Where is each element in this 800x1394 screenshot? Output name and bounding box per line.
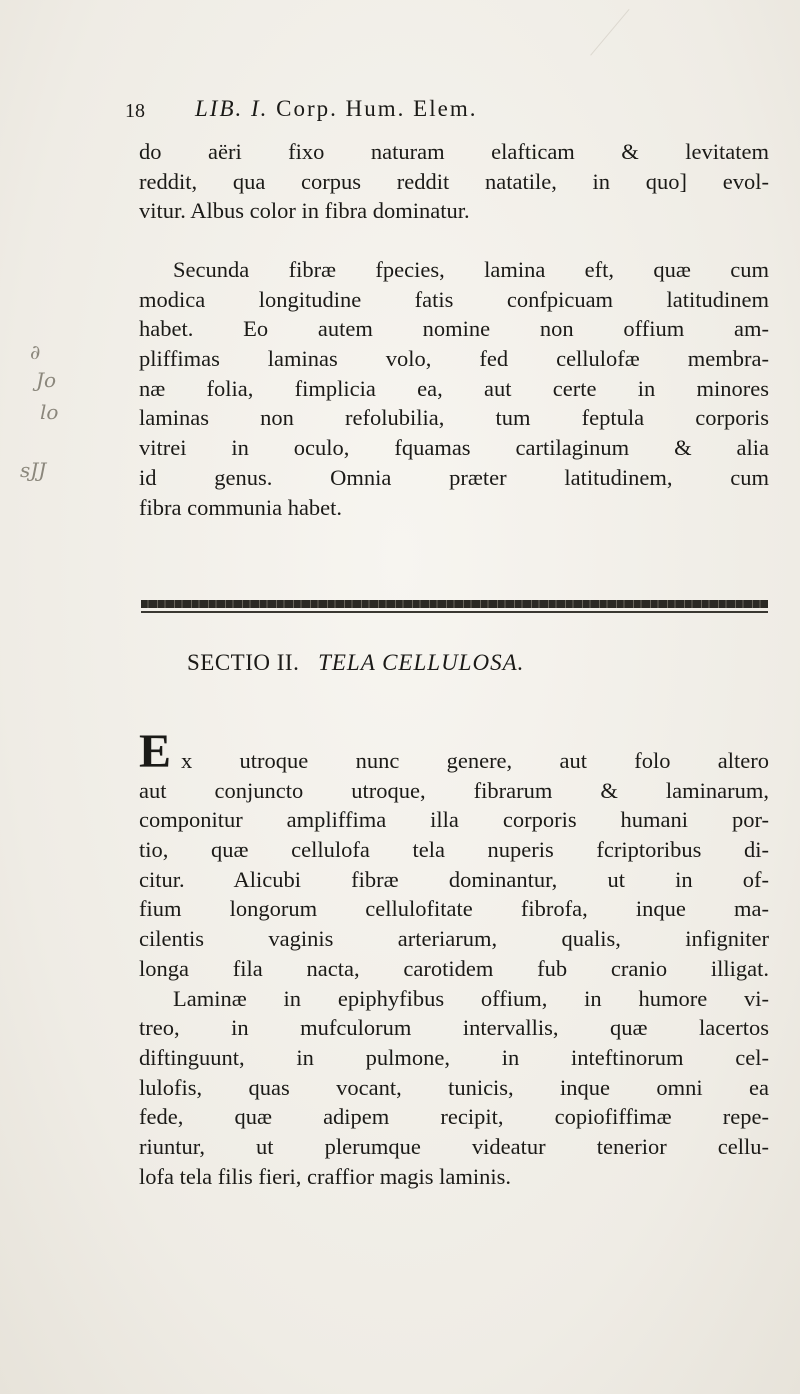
text-line: næ folia, fimplicia ea, aut certe in minores <box>139 375 769 401</box>
text-line: Laminæ in epiphyfibus offium, in humore vi- <box>173 985 769 1011</box>
ornamental-rule <box>141 600 768 608</box>
text-line: modica longitudine fatis confpicuam latitudinem <box>139 286 769 312</box>
chapter-title: Corp. Hum. Elem. <box>276 96 478 121</box>
margin-annotation: ∂ Jo lo sJJ <box>20 340 59 482</box>
ornamental-rule-thin <box>141 611 768 613</box>
text-line: laminas non refolubilia, tum feptula corporis <box>139 405 769 431</box>
text-line: id genus. Omnia præter latitudinem, cum <box>139 464 769 490</box>
text-line: Secunda fibræ fpecies, lamina eft, quæ cum <box>173 257 769 282</box>
text-line: habet. Eo autem nomine non offium am- <box>139 316 769 342</box>
text-line: tio, quæ cellulofa tela nuperis fcriptoribus di- <box>139 837 769 863</box>
drop-cap: E <box>139 725 172 778</box>
section-heading <box>187 650 524 676</box>
section-number: SECTIO II. <box>187 650 300 675</box>
text-line: citur. Alicubi fibræ dominantur, ut in of- <box>139 866 769 892</box>
text-line: do aëri fixo naturam elafticam & levitatem <box>139 139 769 164</box>
page-number: 18 <box>125 100 145 122</box>
text-line: diftinguunt, in pulmone, in inteftinorum cel- <box>139 1044 769 1070</box>
text-line: treo, in mufculorum intervallis, quæ lacertos <box>139 1015 769 1041</box>
paper-smudge <box>590 9 691 107</box>
text-line: vitur. Albus color in fibra dominatur. <box>139 198 470 224</box>
text-line: x utroque nunc genere, aut folo altero <box>181 748 769 773</box>
text-line: reddit, qua corpus reddit natatile, in quo] evol- <box>139 168 769 194</box>
running-header <box>125 96 765 130</box>
text-line: cilentis vaginis arteriarum, qualis, infigniter <box>139 926 769 952</box>
text-line: lulofis, quas vocant, tunicis, inque omni ea <box>139 1074 769 1100</box>
text-line: aut conjuncto utroque, fibrarum & laminarum, <box>139 777 769 803</box>
paragraph-2 <box>139 255 769 522</box>
text-line: fede, quæ adipem recipit, copiofiffimæ repe- <box>139 1104 769 1130</box>
text-line: fibra communia habet. <box>139 494 343 520</box>
text-line: fium longorum cellulofitate fibrofa, inque ma- <box>139 896 769 922</box>
text-line: longa fila nacta, carotidem fub cranio illigat. <box>139 955 769 981</box>
book-label: LIB. I. <box>195 96 269 121</box>
text-line: riuntur, ut plerumque videatur tenerior cellu- <box>139 1133 769 1159</box>
text-line: componitur ampliffima illa corporis humani por- <box>139 807 769 833</box>
paragraph-3 <box>139 746 769 1191</box>
text-line: lofa tela filis fieri, craffior magis laminis. <box>139 1163 511 1189</box>
text-line: pliffimas laminas volo, fed cellulofæ membra- <box>139 346 769 372</box>
running-title <box>195 96 477 122</box>
section-title: TELA CELLULOSA. <box>318 650 525 675</box>
text-line: vitrei in oculo, fquamas cartilaginum & alia <box>139 435 769 461</box>
paragraph-1 <box>139 137 769 226</box>
